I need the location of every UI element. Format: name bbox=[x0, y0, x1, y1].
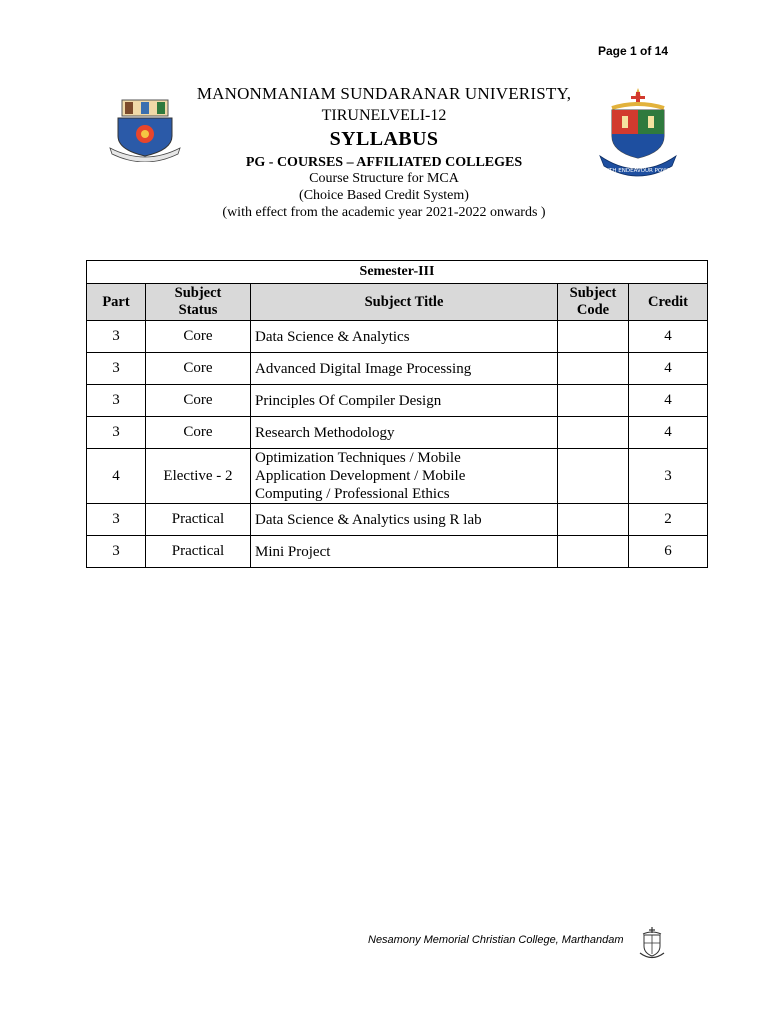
cell-part: 3 bbox=[87, 504, 146, 536]
cell-status: Core bbox=[146, 321, 251, 353]
syllabus-title: SYLLABUS bbox=[329, 127, 439, 150]
cell-status: Practical bbox=[146, 504, 251, 536]
header-credit: Credit bbox=[629, 284, 708, 321]
table-row bbox=[87, 449, 708, 504]
cell-part: 3 bbox=[87, 417, 146, 449]
table-row bbox=[87, 417, 708, 449]
cell-credit: 6 bbox=[629, 536, 708, 568]
cell-credit: 4 bbox=[629, 321, 708, 353]
cell-code bbox=[558, 417, 629, 449]
cell-title: Research Methodology bbox=[251, 417, 558, 449]
cell-credit: 4 bbox=[629, 417, 708, 449]
page-number: Page 1 of 14 bbox=[598, 44, 669, 58]
course-structure-line: Course Structure for MCA bbox=[309, 171, 459, 187]
cell-part: 4 bbox=[87, 449, 146, 504]
cell-credit: 4 bbox=[629, 385, 708, 417]
cell-part: 3 bbox=[87, 536, 146, 568]
cell-part: 3 bbox=[87, 353, 146, 385]
footer-college-name: Nesamony Memorial Christian College, Marthandam bbox=[368, 934, 624, 946]
cell-title: Data Science & Analytics using R lab bbox=[251, 504, 558, 536]
cell-status: Elective - 2 bbox=[146, 449, 251, 504]
cell-part: 3 bbox=[87, 321, 146, 353]
table-row bbox=[87, 353, 708, 385]
cell-code bbox=[558, 321, 629, 353]
table-row bbox=[87, 536, 708, 568]
cell-code bbox=[558, 353, 629, 385]
cell-credit: 2 bbox=[629, 504, 708, 536]
cell-part: 3 bbox=[87, 385, 146, 417]
semester-course-table bbox=[86, 260, 708, 568]
cell-title: Data Science & Analytics bbox=[251, 321, 558, 353]
pg-courses-heading: PG - COURSES – AFFILIATED COLLEGES bbox=[245, 154, 523, 170]
cell-code bbox=[558, 449, 629, 504]
cbcs-line: (Choice Based Credit System) bbox=[299, 188, 469, 204]
cell-status: Core bbox=[146, 417, 251, 449]
cell-title: Optimization Techniques / Mobile Application Development / Mobile Computing / Professional Ethics bbox=[251, 449, 558, 504]
cell-code bbox=[558, 385, 629, 417]
table-row bbox=[87, 385, 708, 417]
document-header bbox=[140, 84, 628, 222]
header-subject-code: Subject Code bbox=[558, 284, 629, 321]
semester-title: Semester-III bbox=[87, 261, 708, 284]
cell-status: Practical bbox=[146, 536, 251, 568]
effective-year-line: (with effect from the academic year 2021-2022 onwards ) bbox=[222, 204, 546, 220]
header-subject-title: Subject Title bbox=[251, 284, 558, 321]
university-city: TIRUNELVELI-12 bbox=[321, 107, 447, 125]
cell-title: Advanced Digital Image Processing bbox=[251, 353, 558, 385]
footer-college-crest-icon bbox=[638, 926, 666, 960]
cell-title: Principles Of Compiler Design bbox=[251, 385, 558, 417]
header-subject-status: Subject Status bbox=[146, 284, 251, 321]
cell-code bbox=[558, 536, 629, 568]
college-motto: FAITH ENDEAVOUR POWER bbox=[601, 168, 675, 174]
table-row bbox=[87, 321, 708, 353]
university-name: MANONMANIAM SUNDARANAR UNIVERISTY, bbox=[196, 84, 572, 103]
cell-code bbox=[558, 504, 629, 536]
header-part: Part bbox=[87, 284, 146, 321]
cell-title: Mini Project bbox=[251, 536, 558, 568]
table-row bbox=[87, 504, 708, 536]
cell-status: Core bbox=[146, 385, 251, 417]
college-emblem-right bbox=[598, 86, 678, 178]
cell-status: Core bbox=[146, 353, 251, 385]
cell-credit: 4 bbox=[629, 353, 708, 385]
cell-credit: 3 bbox=[629, 449, 708, 504]
